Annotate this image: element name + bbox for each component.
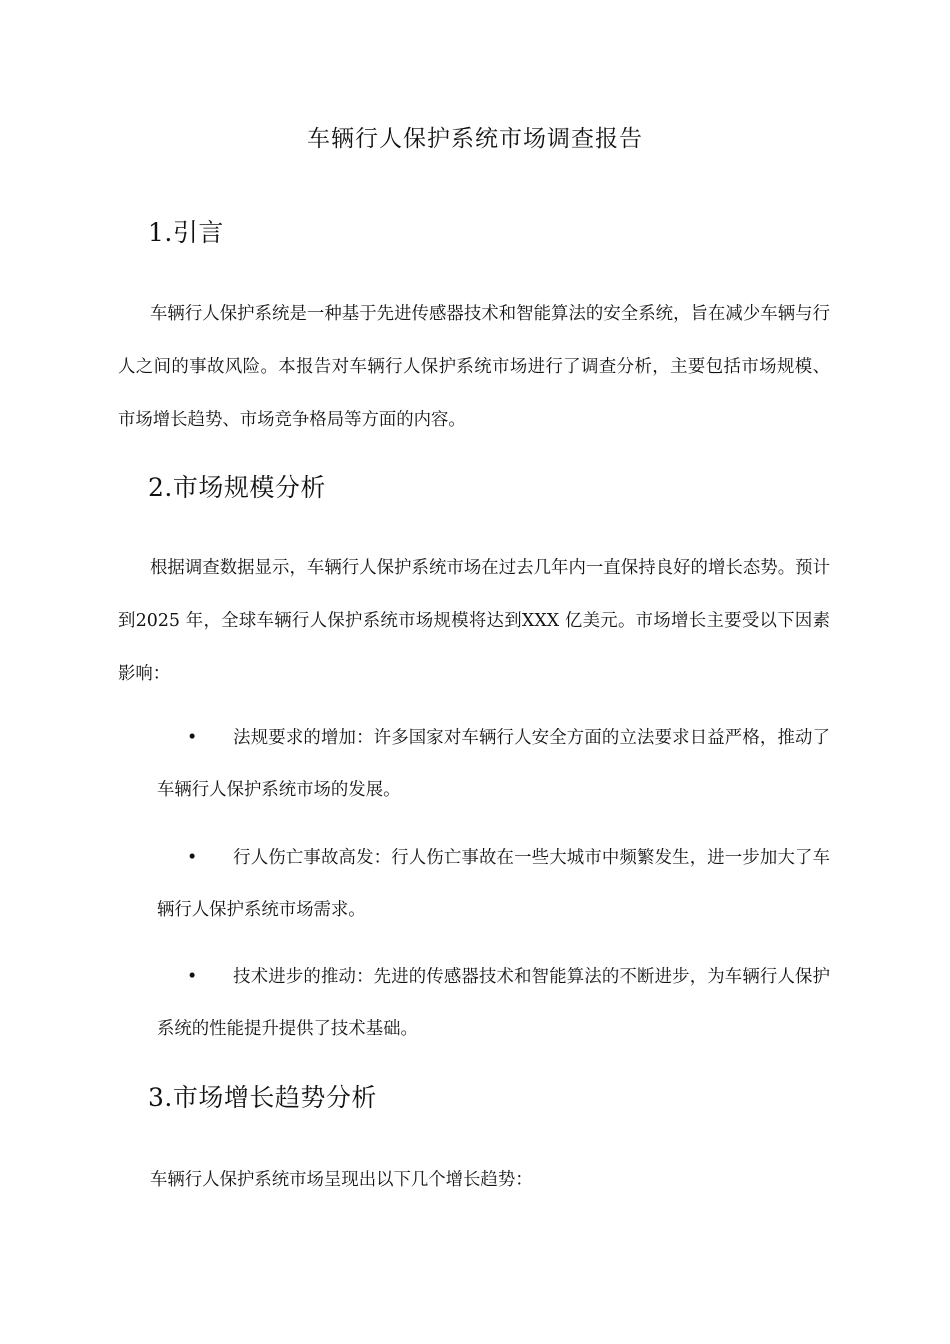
- section-heading-market-size: 2.市场规模分析: [148, 473, 326, 502]
- section-heading-growth-trend: 3.市场增长趋势分析: [148, 1083, 377, 1112]
- bullet-text: 法规要求的增加：许多国家对车辆行人安全方面的立法要求日益严格，推动了车辆行人保护系统市场的发展。: [157, 728, 830, 800]
- bullet-text: 行人伤亡事故高发：行人伤亡事故在一些大城市中频繁发生，进一步加大了车辆行人保护系统市场需求。: [157, 848, 830, 920]
- bullet-text: 技术进步的推动：先进的传感器技术和智能算法的不断进步，为车辆行人保护系统的性能提升提供了技术基础。: [157, 967, 830, 1039]
- bullet-marker: •: [187, 967, 198, 987]
- list-item: [157, 712, 830, 816]
- section-paragraph-introduction: 车辆行人保护系统是一种基于先进传感器技术和智能算法的安全系统，旨在减少车辆与行人之间的事故风险。本报告对车辆行人保护系统市场进行了调查分析，主要包括市场规模、市场增长趋势、市场竞争格局等方面的内容。: [118, 304, 830, 430]
- section-paragraph-market-size: 根据调查数据显示，车辆行人保护系统市场在过去几年内一直保持良好的增长态势。预计到2025 年，全球车辆行人保护系统市场规模将达到XXX 亿美元。市场增长主要受以下因素影响：: [118, 558, 830, 684]
- section-paragraph-growth-trend: 车辆行人保护系统市场呈现出以下几个增长趋势：: [150, 1170, 533, 1190]
- bullet-marker: •: [187, 728, 198, 748]
- section-heading-introduction: 1.引言: [148, 218, 224, 247]
- list-item: [157, 951, 830, 1055]
- bullet-marker: •: [187, 848, 198, 868]
- document-title: 车辆行人保护系统市场调查报告: [307, 126, 643, 152]
- list-item: [157, 832, 830, 936]
